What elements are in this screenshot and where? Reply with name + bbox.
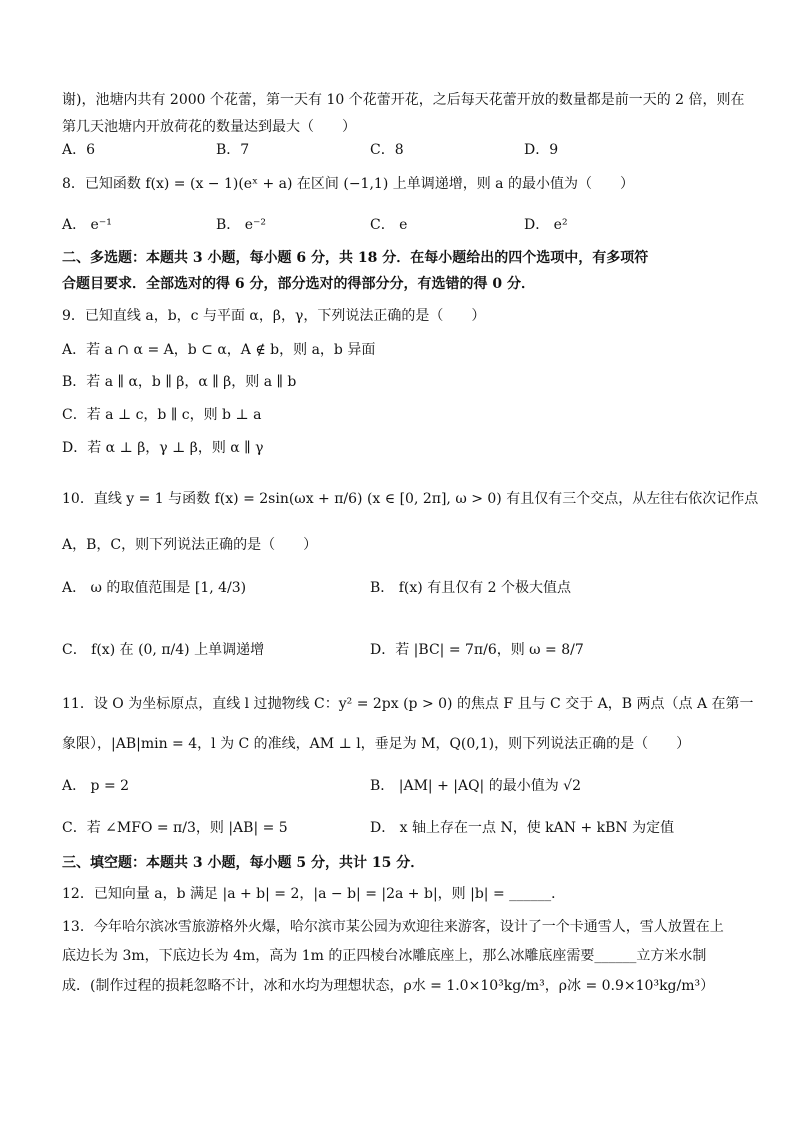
q9-option-c: C．若 a ⊥ c，b ∥ c，则 b ⊥ a [62, 407, 262, 423]
q11-line2: 象限），|AB|min = 4，l 为 C 的准线，AM ⊥ l，垂足为 M，Q(0,1)，则下列说法正确的是（ ） [62, 736, 691, 752]
q10-line2: A，B，C，则下列说法正确的是（ ） [62, 537, 318, 553]
q7-line2: 第几天池塘内开放荷花的数量达到最大（ ） [62, 119, 356, 135]
q7-option-b: B．7 [216, 142, 250, 158]
q10-option-a: A． ω 的取值范围是 [1, 4/3) [62, 580, 247, 596]
q9-option-d: D．若 α ⊥ β，γ ⊥ β，则 α ∥ γ [62, 440, 264, 456]
q11-option-d: D． x 轴上存在一点 N，使 kAN + kBN 为定值 [370, 820, 675, 836]
q8-option-d: D． e² [524, 217, 568, 233]
q11-option-c: C．若 ∠MFO = π/3，则 |AB| = 5 [62, 820, 288, 836]
q8-option-b: B． e⁻² [216, 217, 267, 233]
section2-header-line1: 二、多选题：本题共 3 小题，每小题 6 分，共 18 分．在每小题给出的四个选项中，有多项符 [62, 250, 649, 266]
q13-line2: 底边长为 3m，下底边长为 4m，高为 1m 的正四棱台冰雕底座上，那么冰雕底座需要______立方米水制 [62, 948, 707, 964]
q11-line1: 11．设 O 为坐标原点，直线 l 过抛物线 C：y² = 2px (p > 0) 的焦点 F 且与 C 交于 A，B 两点（点 A 在第一 [62, 696, 754, 712]
q10-option-c: C． f(x) 在 (0, π/4) 上单调递增 [62, 642, 265, 658]
q10-option-b: B． f(x) 有且仅有 2 个极大值点 [370, 580, 571, 596]
q9-option-a: A．若 a ∩ α = A，b ⊂ α，A ∉ b，则 a，b 异面 [62, 342, 376, 358]
q8-option-a: A． e⁻¹ [62, 217, 112, 233]
q11-option-b: B． |AM| + |AQ| 的最小值为 √2 [370, 778, 581, 794]
q9-option-b: B．若 a ∥ α，b ∥ β，α ∥ β，则 a ∥ b [62, 374, 297, 390]
q10-line1: 10．直线 y = 1 与函数 f(x) = 2sin(ωx + π/6) (x ∈ [0, 2π], ω > 0) 有且仅有三个交点，从左往右依次记作点 [62, 491, 759, 507]
q9-stem: 9．已知直线 a，b，c 与平面 α，β，γ，下列说法正确的是（ ） [62, 308, 486, 324]
q8-stem: 8．已知函数 f(x) = (x − 1)(eˣ + a) 在区间 (−1,1) 上单调递增，则 a 的最小值为（ ） [62, 176, 634, 192]
q7-option-d: D．9 [524, 142, 559, 158]
q7-option-a: A．6 [62, 142, 96, 158]
section3-header: 三、填空题：本题共 3 小题，每小题 5 分，共计 15 分． [62, 855, 425, 871]
q7-line1: 谢)，池塘内共有 2000 个花蕾，第一天有 10 个花蕾开花，之后每天花蕾开放的数量都是前一天的 2 倍，则在 [62, 92, 745, 108]
q10-option-d: D．若 |BC| = 7π/6，则 ω = 8/7 [370, 642, 584, 658]
q7-option-c: C．8 [370, 142, 404, 158]
q11-option-a: A． p = 2 [62, 778, 130, 794]
q13-line3: 成．(制作过程的损耗忽略不计，冰和水均为理想状态，ρ水 = 1.0×10³kg/m³，ρ冰 = 0.9×10³kg/m³） [62, 978, 715, 994]
q13-line1: 13．今年哈尔滨冰雪旅游格外火爆，哈尔滨市某公园为欢迎往来游客，设计了一个卡通雪人，雪人放置在上 [62, 919, 724, 935]
q12-stem: 12．已知向量 a，b 满足 |a + b| = 2，|a − b| = |2a + b|，则 |b| = ______． [62, 886, 566, 902]
section2-header-line2: 合题目要求．全部选对的得 6 分，部分选对的得部分分，有选错的得 0 分． [62, 276, 535, 292]
q8-option-c: C． e [370, 217, 408, 233]
